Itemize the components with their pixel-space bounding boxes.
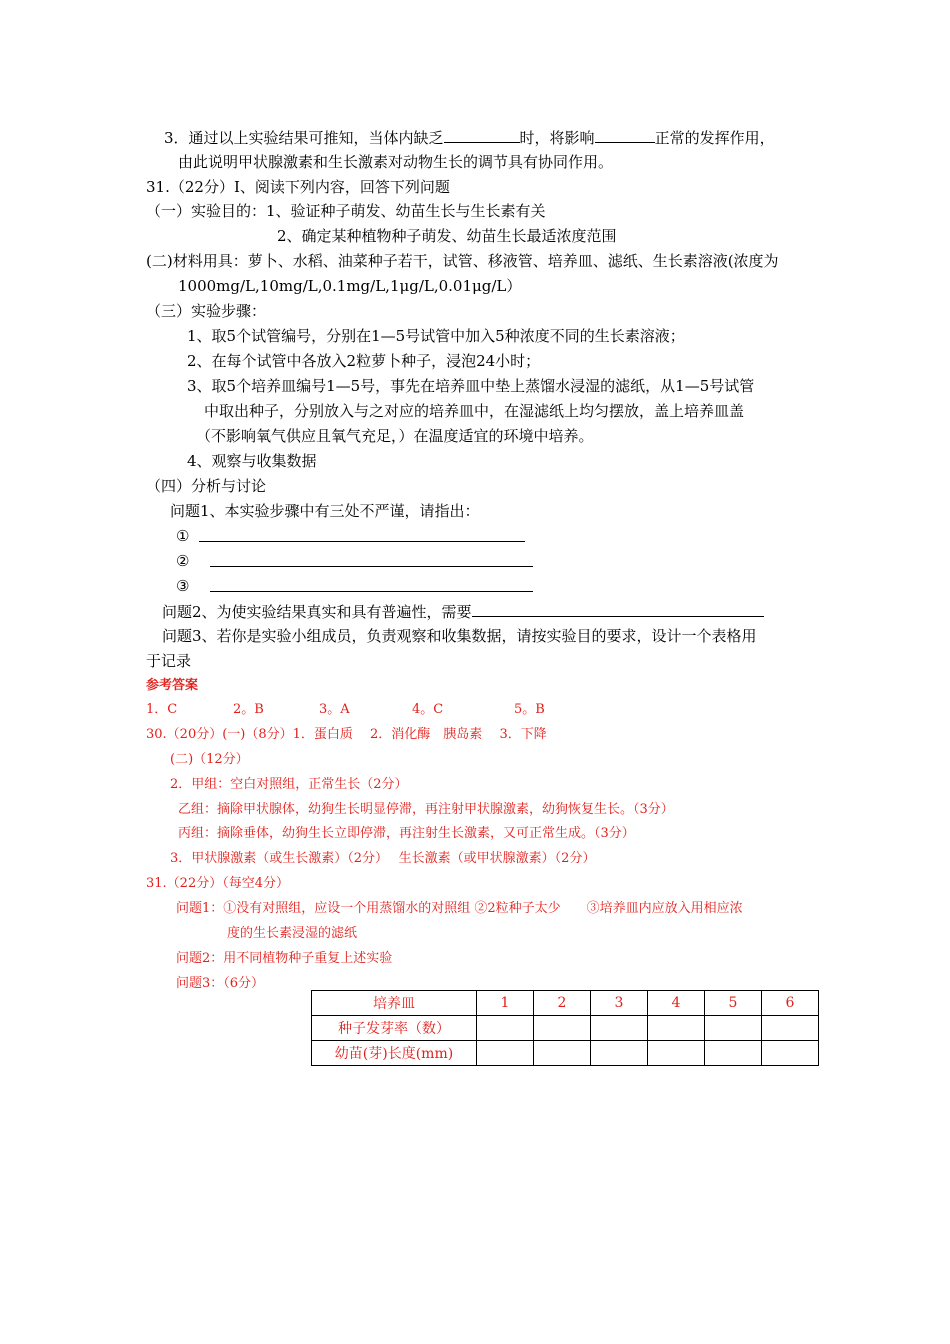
table-cell [705, 1041, 762, 1066]
q31-purpose-2: 2、确定某种植物种子萌发、幼苗生长最适浓度范围 [277, 227, 617, 245]
q31-step2: 2、在每个试管中各放入2粒萝卜种子，浸泡24小时； [187, 352, 541, 370]
table-header-cell: 6 [762, 991, 819, 1016]
table-cell [762, 1016, 819, 1041]
answer-line-1 [199, 541, 525, 542]
answer-line-3 [210, 591, 533, 592]
q31-step4: 4、观察与收集数据 [187, 452, 317, 470]
q31-step3-1: 3、取5个培养皿编号1—5号，事先在培养皿中垫上蒸馏水浸湿的滤纸，从1—5号试管 [187, 377, 755, 395]
table-cell [591, 1041, 648, 1066]
a30-line4: 乙组：摘除甲状腺体，幼狗生长明显停滞，再注射甲状腺激素，幼狗恢复生长。（3分） [178, 802, 674, 817]
circled-1: ① [176, 527, 190, 545]
q30-line2: 由此说明甲状腺激素和生长激素对动物生长的调节具有协同作用。 [178, 153, 614, 171]
q31-step1: 1、取5个试管编号，分别在1—5号试管中加入5种浓度不同的生长素溶液； [187, 327, 685, 345]
q30-line1-b: 时，将影响 [519, 129, 595, 147]
q31-question3-2: 于记录 [146, 652, 192, 670]
mc-answer-3: 3。A [319, 702, 350, 717]
table-header-row [312, 991, 819, 1016]
table-cell [534, 1016, 591, 1041]
a30-line6: 3．甲状腺激素（或生长激素）（2分） 生长激素（或甲状腺激素）（2分） [170, 851, 596, 866]
a31-q1-line1: 问题1：①没有对照组，应设一个用蒸馏水的对照组 ②2粒种子太少 ③培养皿内应放入用相应浓 [176, 901, 743, 916]
answer-line-2 [210, 566, 533, 567]
answer-blank [444, 127, 520, 143]
record-table [311, 990, 819, 1066]
circled-2: ② [176, 552, 190, 570]
q31-title: 31.（22分）Ⅰ、阅读下列内容，回答下列问题 [146, 178, 450, 196]
mc-answer-5: 5。B [514, 702, 545, 717]
table-row [312, 1041, 819, 1066]
table-header-cell: 5 [705, 991, 762, 1016]
table-row [312, 1016, 819, 1041]
q30-line1 [164, 127, 775, 148]
a31-q2: 问题2：用不同植物种子重复上述实验 [176, 951, 393, 966]
answers-heading: 参考答案 [146, 678, 199, 693]
q31-step3-3: （不影响氧气供应且氧气充足，）在温度适宜的环境中培养。 [196, 427, 594, 445]
table-cell [591, 1016, 648, 1041]
table-cell [648, 1016, 705, 1041]
a31-q1-line2: 度的生长素浸湿的滤纸 [227, 926, 358, 941]
table-cell [477, 1041, 534, 1066]
table-cell [477, 1016, 534, 1041]
q31-materials-1: (二)材料用具：萝卜、水稻、油菜种子若干，试管、移液管、培养皿、滤纸、生长素溶液(浓度为 [146, 252, 779, 270]
table-header-cell: 2 [534, 991, 591, 1016]
q31-question2 [162, 601, 764, 622]
table-cell [762, 1041, 819, 1066]
q31-analysis-title: （四）分析与讨论 [146, 477, 267, 495]
a31-q3: 问题3：（6分） [176, 976, 265, 991]
table-header-cell: 4 [648, 991, 705, 1016]
q31-materials-2: 1000mg/L,10mg/L,0.1mg/L,1μg/L,0.01μg/L） [178, 277, 522, 295]
table-cell [705, 1016, 762, 1041]
answer-blank [472, 601, 764, 617]
a30-line5: 丙组：摘除垂体，幼狗生长立即停滞，再注射生长激素，又可正常生成。（3分） [178, 826, 635, 841]
q31-question3-1: 问题3、若你是实验小组成员，负责观察和收集数据，请按实验目的要求，设计一个表格用 [162, 627, 757, 645]
a31-line1: 31.（22分）（每空4分） [146, 876, 289, 891]
row-label-seedling-length: 幼苗(芽)长度(mm) [312, 1041, 477, 1066]
q31-step3-2: 中取出种子，分别放入与之对应的培养皿中，在湿滤纸上均匀摆放，盖上培养皿盖 [204, 402, 745, 420]
table-header-cell: 3 [591, 991, 648, 1016]
mc-answer-2: 2。B [233, 702, 264, 717]
table-header-cell: 培养皿 [312, 991, 477, 1016]
q31-steps-title: （三）实验步骤： [146, 302, 267, 320]
table-cell [648, 1041, 705, 1066]
table-cell [534, 1041, 591, 1066]
q31-purpose-1: （一）实验目的：1、验证种子萌发、幼苗生长与生长素有关 [146, 202, 546, 220]
q30-line1-c: 正常的发挥作用， [654, 129, 775, 147]
table-header-cell: 1 [477, 991, 534, 1016]
q31-question2-text: 问题2、为使实验结果真实和具有普遍性，需要 [162, 603, 472, 621]
row-label-germination: 种子发芽率（数） [312, 1016, 477, 1041]
mc-answer-4: 4。C [412, 702, 444, 717]
a30-line2: (二)（12分） [170, 752, 249, 767]
a30-line3: 2．甲组：空白对照组，正常生长（2分） [170, 777, 408, 792]
q30-line1-a: 3．通过以上实验结果可推知，当体内缺乏 [164, 129, 444, 147]
mc-answer-1: 1．C [146, 702, 178, 717]
q31-question1: 问题1、本实验步骤中有三处不严谨，请指出： [170, 502, 480, 520]
circled-3: ③ [176, 577, 190, 595]
a30-line1: 30.（20分）(一)（8分）1．蛋白质 2．消化酶 胰岛素 3．下降 [146, 727, 547, 742]
answer-blank [595, 127, 655, 143]
